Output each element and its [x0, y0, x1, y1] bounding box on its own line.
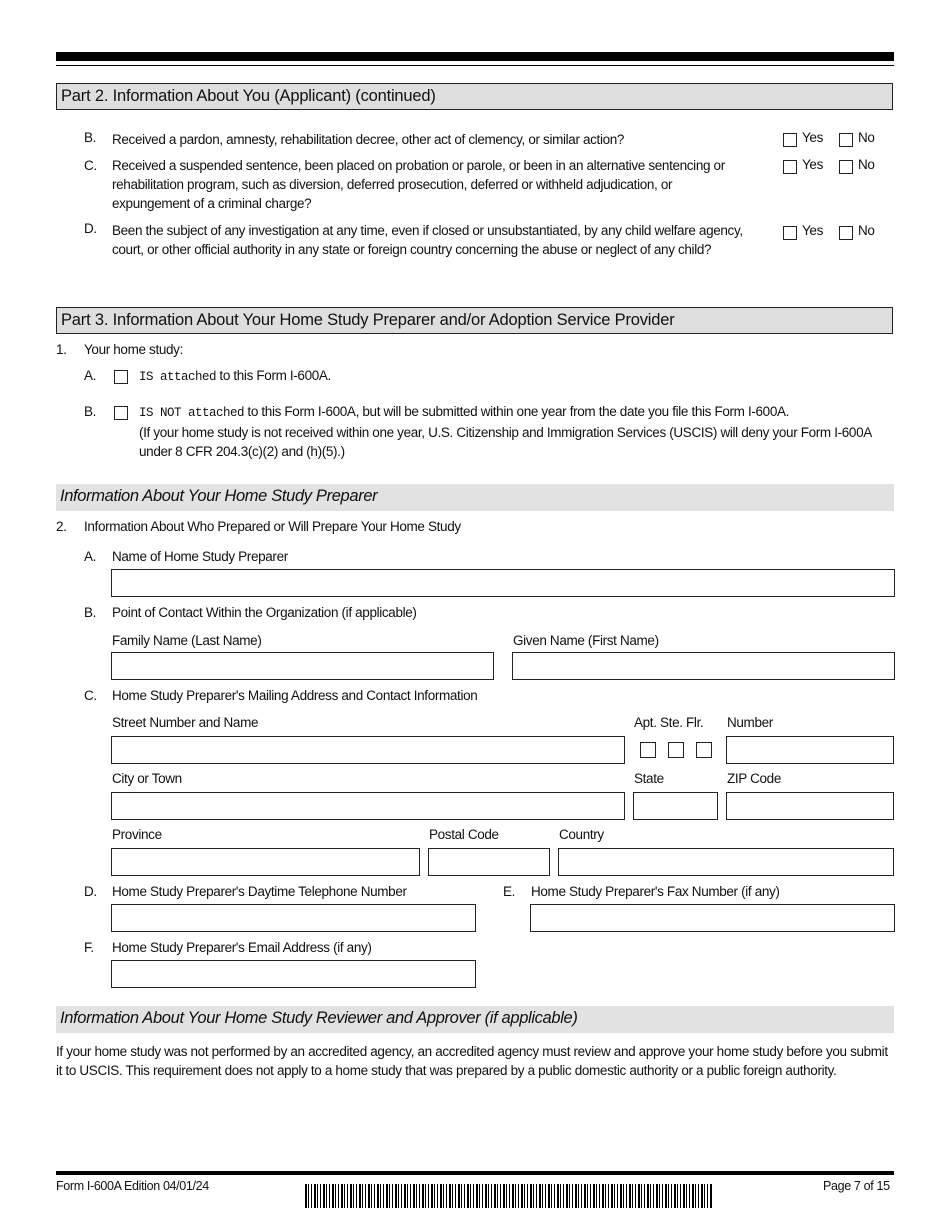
- item-letter: D.: [84, 221, 97, 236]
- city-label: City or Town: [112, 771, 182, 786]
- option-b-text: [139, 404, 789, 420]
- item-letter: A.: [84, 368, 97, 383]
- province-label: Province: [112, 827, 162, 842]
- zip-input[interactable]: [726, 792, 894, 820]
- preparer-heading: Information About Your Home Study Preparer: [56, 484, 894, 511]
- page-number: Page 7 of 15: [823, 1179, 890, 1193]
- postal-input[interactable]: [428, 848, 550, 876]
- city-input[interactable]: [111, 792, 625, 820]
- footer-rule: [56, 1171, 894, 1175]
- form-edition: Form I-600A Edition 04/01/24: [56, 1179, 209, 1193]
- top-rule: [56, 52, 894, 61]
- no-label: No: [858, 130, 875, 145]
- q2-label: Information About Who Prepared or Will Prepare Your Home Study: [84, 519, 461, 534]
- zip-label: ZIP Code: [727, 771, 781, 786]
- q1-label: Your home study:: [84, 342, 183, 357]
- reviewer-text: If your home study was not performed by an accredited agency, an accredited agency must review and approve your home study before you submit it to USCIS. This requirement does not apply to a home study that was prepared by a public domestic authority or a public foreign authority.: [56, 1044, 888, 1078]
- family-name-input[interactable]: [111, 652, 494, 680]
- option-b-note: (If your home study is not received within one year, U.S. Citizenship and Immigration Services (USCIS) will deny your Form I-600A under 8 CFR 204.3(c)(2) and (h)(5).): [139, 425, 872, 459]
- top-rule-thin: [56, 65, 894, 66]
- part3-header: Part 3. Information About Your Home Study Preparer and/or Adoption Service Provider: [56, 307, 893, 334]
- option-a-text: [139, 368, 331, 384]
- state-label: State: [634, 771, 664, 786]
- yes-label: Yes: [802, 130, 823, 145]
- given-name-label: Given Name (First Name): [513, 633, 659, 648]
- preparer-name-label: Name of Home Study Preparer: [112, 549, 288, 564]
- d-yes-checkbox[interactable]: [783, 226, 797, 240]
- street-label: Street Number and Name: [112, 715, 259, 730]
- yes-label: Yes: [802, 157, 823, 172]
- item-letter: B.: [84, 130, 97, 145]
- d-no-checkbox[interactable]: [839, 226, 853, 240]
- item-letter: C.: [84, 158, 97, 173]
- no-label: No: [858, 157, 875, 172]
- reviewer-heading: Information About Your Home Study Reviewer and Approver (if applicable): [56, 1006, 894, 1033]
- phone-input[interactable]: [111, 904, 476, 932]
- province-input[interactable]: [111, 848, 420, 876]
- attached-checkbox[interactable]: [114, 370, 128, 384]
- country-label: Country: [559, 827, 604, 842]
- fax-label: Home Study Preparer's Fax Number (if any): [531, 884, 780, 899]
- email-label: Home Study Preparer's Email Address (if any): [112, 940, 372, 955]
- option-b-rest: to this Form I-600A, but will be submitted within one year from the date you file this Form I-600A.: [244, 404, 790, 419]
- apt-label: Apt. Ste. Flr.: [634, 715, 704, 730]
- number-input[interactable]: [726, 736, 894, 764]
- phone-label: Home Study Preparer's Daytime Telephone Number: [112, 884, 407, 899]
- question-b: Received a pardon, amnesty, rehabilitation decree, other act of clemency, or similar action?: [112, 132, 625, 147]
- c-no-checkbox[interactable]: [839, 160, 853, 174]
- address-label: Home Study Preparer's Mailing Address and Contact Information: [112, 688, 478, 703]
- question-c: Received a suspended sentence, been placed on probation or parole, or been in an alternative sentencing or rehabilitation program, such as diversion, deferred prosecution, deferred or withheld adjudication, or expungement of a criminal charge?: [112, 158, 725, 211]
- option-a-rest: to this Form I-600A.: [216, 368, 331, 383]
- item-letter: D.: [84, 884, 97, 899]
- item-letter: B.: [84, 605, 97, 620]
- barcode: [305, 1184, 713, 1208]
- contact-label: Point of Contact Within the Organization (if applicable): [112, 605, 417, 620]
- given-name-input[interactable]: [512, 652, 895, 680]
- street-input[interactable]: [111, 736, 625, 764]
- b-no-checkbox[interactable]: [839, 133, 853, 147]
- yes-label: Yes: [802, 223, 823, 238]
- item-letter: A.: [84, 549, 97, 564]
- ste-checkbox[interactable]: [668, 742, 684, 758]
- part2-header: Part 2. Information About You (Applicant) (continued): [56, 83, 893, 110]
- item-number: 2.: [56, 519, 67, 534]
- number-label: Number: [727, 715, 773, 730]
- postal-label: Postal Code: [429, 827, 499, 842]
- c-yes-checkbox[interactable]: [783, 160, 797, 174]
- item-letter: E.: [503, 884, 516, 899]
- question-d: Been the subject of any investigation at any time, even if closed or unsubstantiated, by any child welfare agency, court, or other official authority in any state or foreign country concerning the abuse or neglect of any child?: [112, 223, 743, 257]
- item-letter: B.: [84, 404, 97, 419]
- family-name-label: Family Name (Last Name): [112, 633, 262, 648]
- fax-input[interactable]: [530, 904, 895, 932]
- country-input[interactable]: [558, 848, 894, 876]
- apt-checkbox[interactable]: [640, 742, 656, 758]
- item-letter: F.: [84, 940, 94, 955]
- flr-checkbox[interactable]: [696, 742, 712, 758]
- email-input[interactable]: [111, 960, 476, 988]
- no-label: No: [858, 223, 875, 238]
- item-letter: C.: [84, 688, 97, 703]
- preparer-name-input[interactable]: [111, 569, 895, 597]
- state-select[interactable]: [633, 792, 718, 820]
- b-yes-checkbox[interactable]: [783, 133, 797, 147]
- not-attached-checkbox[interactable]: [114, 406, 128, 420]
- item-number: 1.: [56, 342, 67, 357]
- option-a-mono: IS attached: [139, 370, 217, 384]
- option-b-mono: IS NOT attached: [139, 406, 245, 420]
